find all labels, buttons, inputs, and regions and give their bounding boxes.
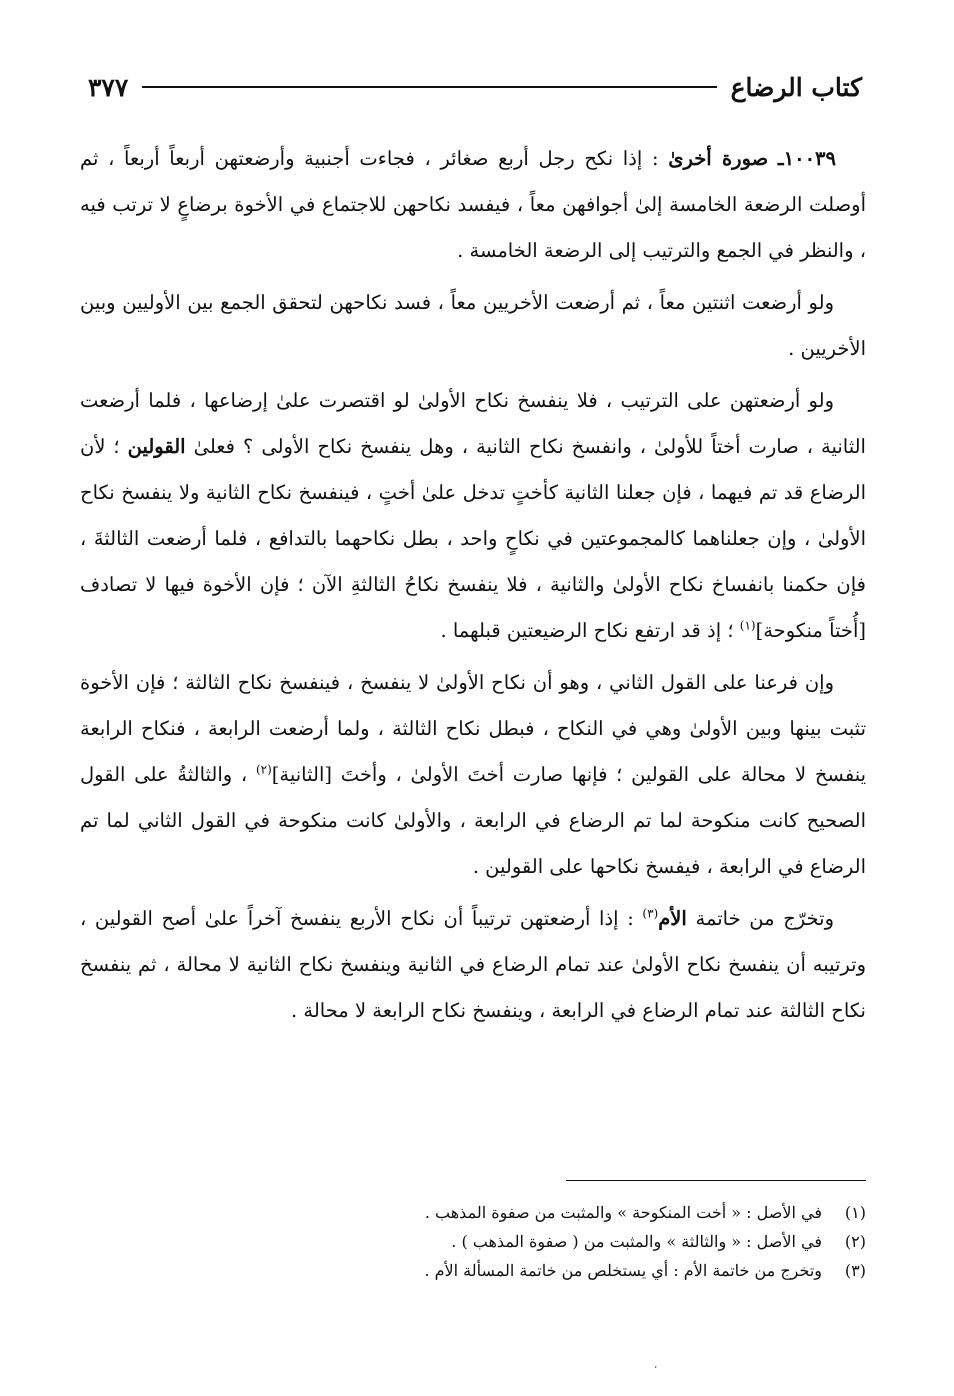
footnote-divider [566,1180,866,1181]
footnote-ref[interactable]: (٢) [255,762,272,777]
footnote-ref[interactable]: (١) [739,618,756,633]
paragraph-text: ، والثالثةُ على القول الصحيح كانت منكوحة لما تم الرضاع في الرابعة ، والأولىٰ كانت منكوحة في القول الثاني لما تم الرضاع في الرابعة ، فيفسخ نكاحها على القولين . [80,763,866,878]
page-header [88,62,862,112]
paragraph-text: ولو أرضعت اثنتين معاً ، ثم أرضعت الأخريين معاً ، فسد نكاحهن لتحقق الجمع بين الأوليين وبين الأخريين . [80,291,866,360]
paragraph-text: ؛ لأن الرضاع قد تم فيهما ، فإن جعلنا الثانية كأختٍ تدخل علىٰ أختٍ ، فينفسخ نكاح الثانية ولا ينفسخ نكاح الأولىٰ ، وإن جعلناهما كالمجموعتين في نكاحٍ واحد ، بطل نكاحهما بالتدافع ، فلما أرضعت الثالثةَ ، فإن حكمنا بانفساخ نكاح الأولىٰ والثانية ، فلا ينفسخ نكاحُ الثالثةِ الآن ؛ فإن الأخوة فيها لا تصادف [أُختاً منكوحة] [80,435,866,642]
paragraph-text: : إذا أرضعتهن ترتيباً أن نكاح الأربع ينفسخ آخراً علىٰ أصح القولين ، وترتيبه أن ينفسخ نكاح الأولىٰ عند تمام الرضاع في الثانية وينفسخ نكاح الثانية لا محالة ، ثم ينفسخ نكاح الثالثة عند تمام الرضاع في الرابعة ، وينفسخ نكاح الرابعة لا محالة . [80,907,866,1022]
footnote-text: في الأصل : « أخت المنكوحة » والمثبت من صفوة المذهب . [424,1203,822,1222]
bold-term: القولين [127,435,186,458]
running-title: كتاب الرضاع [730,72,862,102]
paragraph-text: : إذا نكح رجل أربع صغائر ، فجاءت أجنبية وأرضعتهن أربعاً أربعاً ، ثم أوصلت الرضعة الخامسة إلىٰ أجوافهن معاً ، فيفسد نكاحهن للاجتماع في الأخوة برضاعٍ لا ترتب فيه ، والنظر في الجمع والترتيب إلى الرضعة الخامسة . [80,147,866,262]
stray-mark: ، [654,1360,658,1371]
footnote-text: في الأصل : « والثالثة » والمثبت من ( صفوة المذهب ) . [451,1232,822,1251]
bold-term: الأم [658,907,687,930]
issue-heading: صورة أخرىٰ [668,147,769,170]
footnote [80,1198,866,1227]
footnote [80,1227,866,1256]
paragraph-4 [80,660,866,890]
paragraph-3 [80,378,866,654]
paragraph-2 [80,280,866,372]
paragraph-1 [80,136,866,274]
paragraph-5 [80,896,866,1034]
footnote-number: (٣) [844,1261,866,1280]
paragraph-text: وتخرّج من خاتمة [695,907,834,930]
paragraph-text: ولو أرضعتهن على الترتيب ، فلا ينفسخ نكاح الأولىٰ لو اقتصرت علىٰ إرضاعها ، فلما أرضعت الثانية ، صارت أختاً للأولىٰ ، وانفسخ نكاح الثانية ، وهل ينفسخ نكاح الأولى ؟ فعلىٰ [80,389,866,458]
page-number: ٣٧٧ [88,72,129,102]
footnote-ref[interactable]: (٣) [642,906,659,921]
footnote-number: (١) [844,1203,866,1222]
header-rule [142,86,716,88]
footnote-text: وتخرج من خاتمة الأم : أي يستخلص من خاتمة المسألة الأم . [424,1261,822,1280]
main-text [80,136,866,1040]
footnotes [80,1198,866,1285]
footnote-number: (٢) [844,1232,866,1251]
paragraph-text: وإن فرعنا على القول الثاني ، وهو أن نكاح الأولىٰ لا ينفسخ ، فينفسخ نكاح الثالثة ؛ فإن الأخوة تثبت بينها وبين الأولىٰ وهي في النكاح ، فبطل نكاح الثالثة ، ولما أرضعت الرابعة ، فنكاح الرابعة ينفسخ لا محالة على القولين ؛ فإنها صارت أختَ الأولىٰ ، وأختَ [الثانية] [80,671,867,786]
footnote [80,1256,866,1285]
issue-number: ١٠٠٣٩ـ [777,147,836,170]
paragraph-text: ؛ إذ قد ارتفع نكاح الرضيعتين قبلهما . [440,619,734,642]
